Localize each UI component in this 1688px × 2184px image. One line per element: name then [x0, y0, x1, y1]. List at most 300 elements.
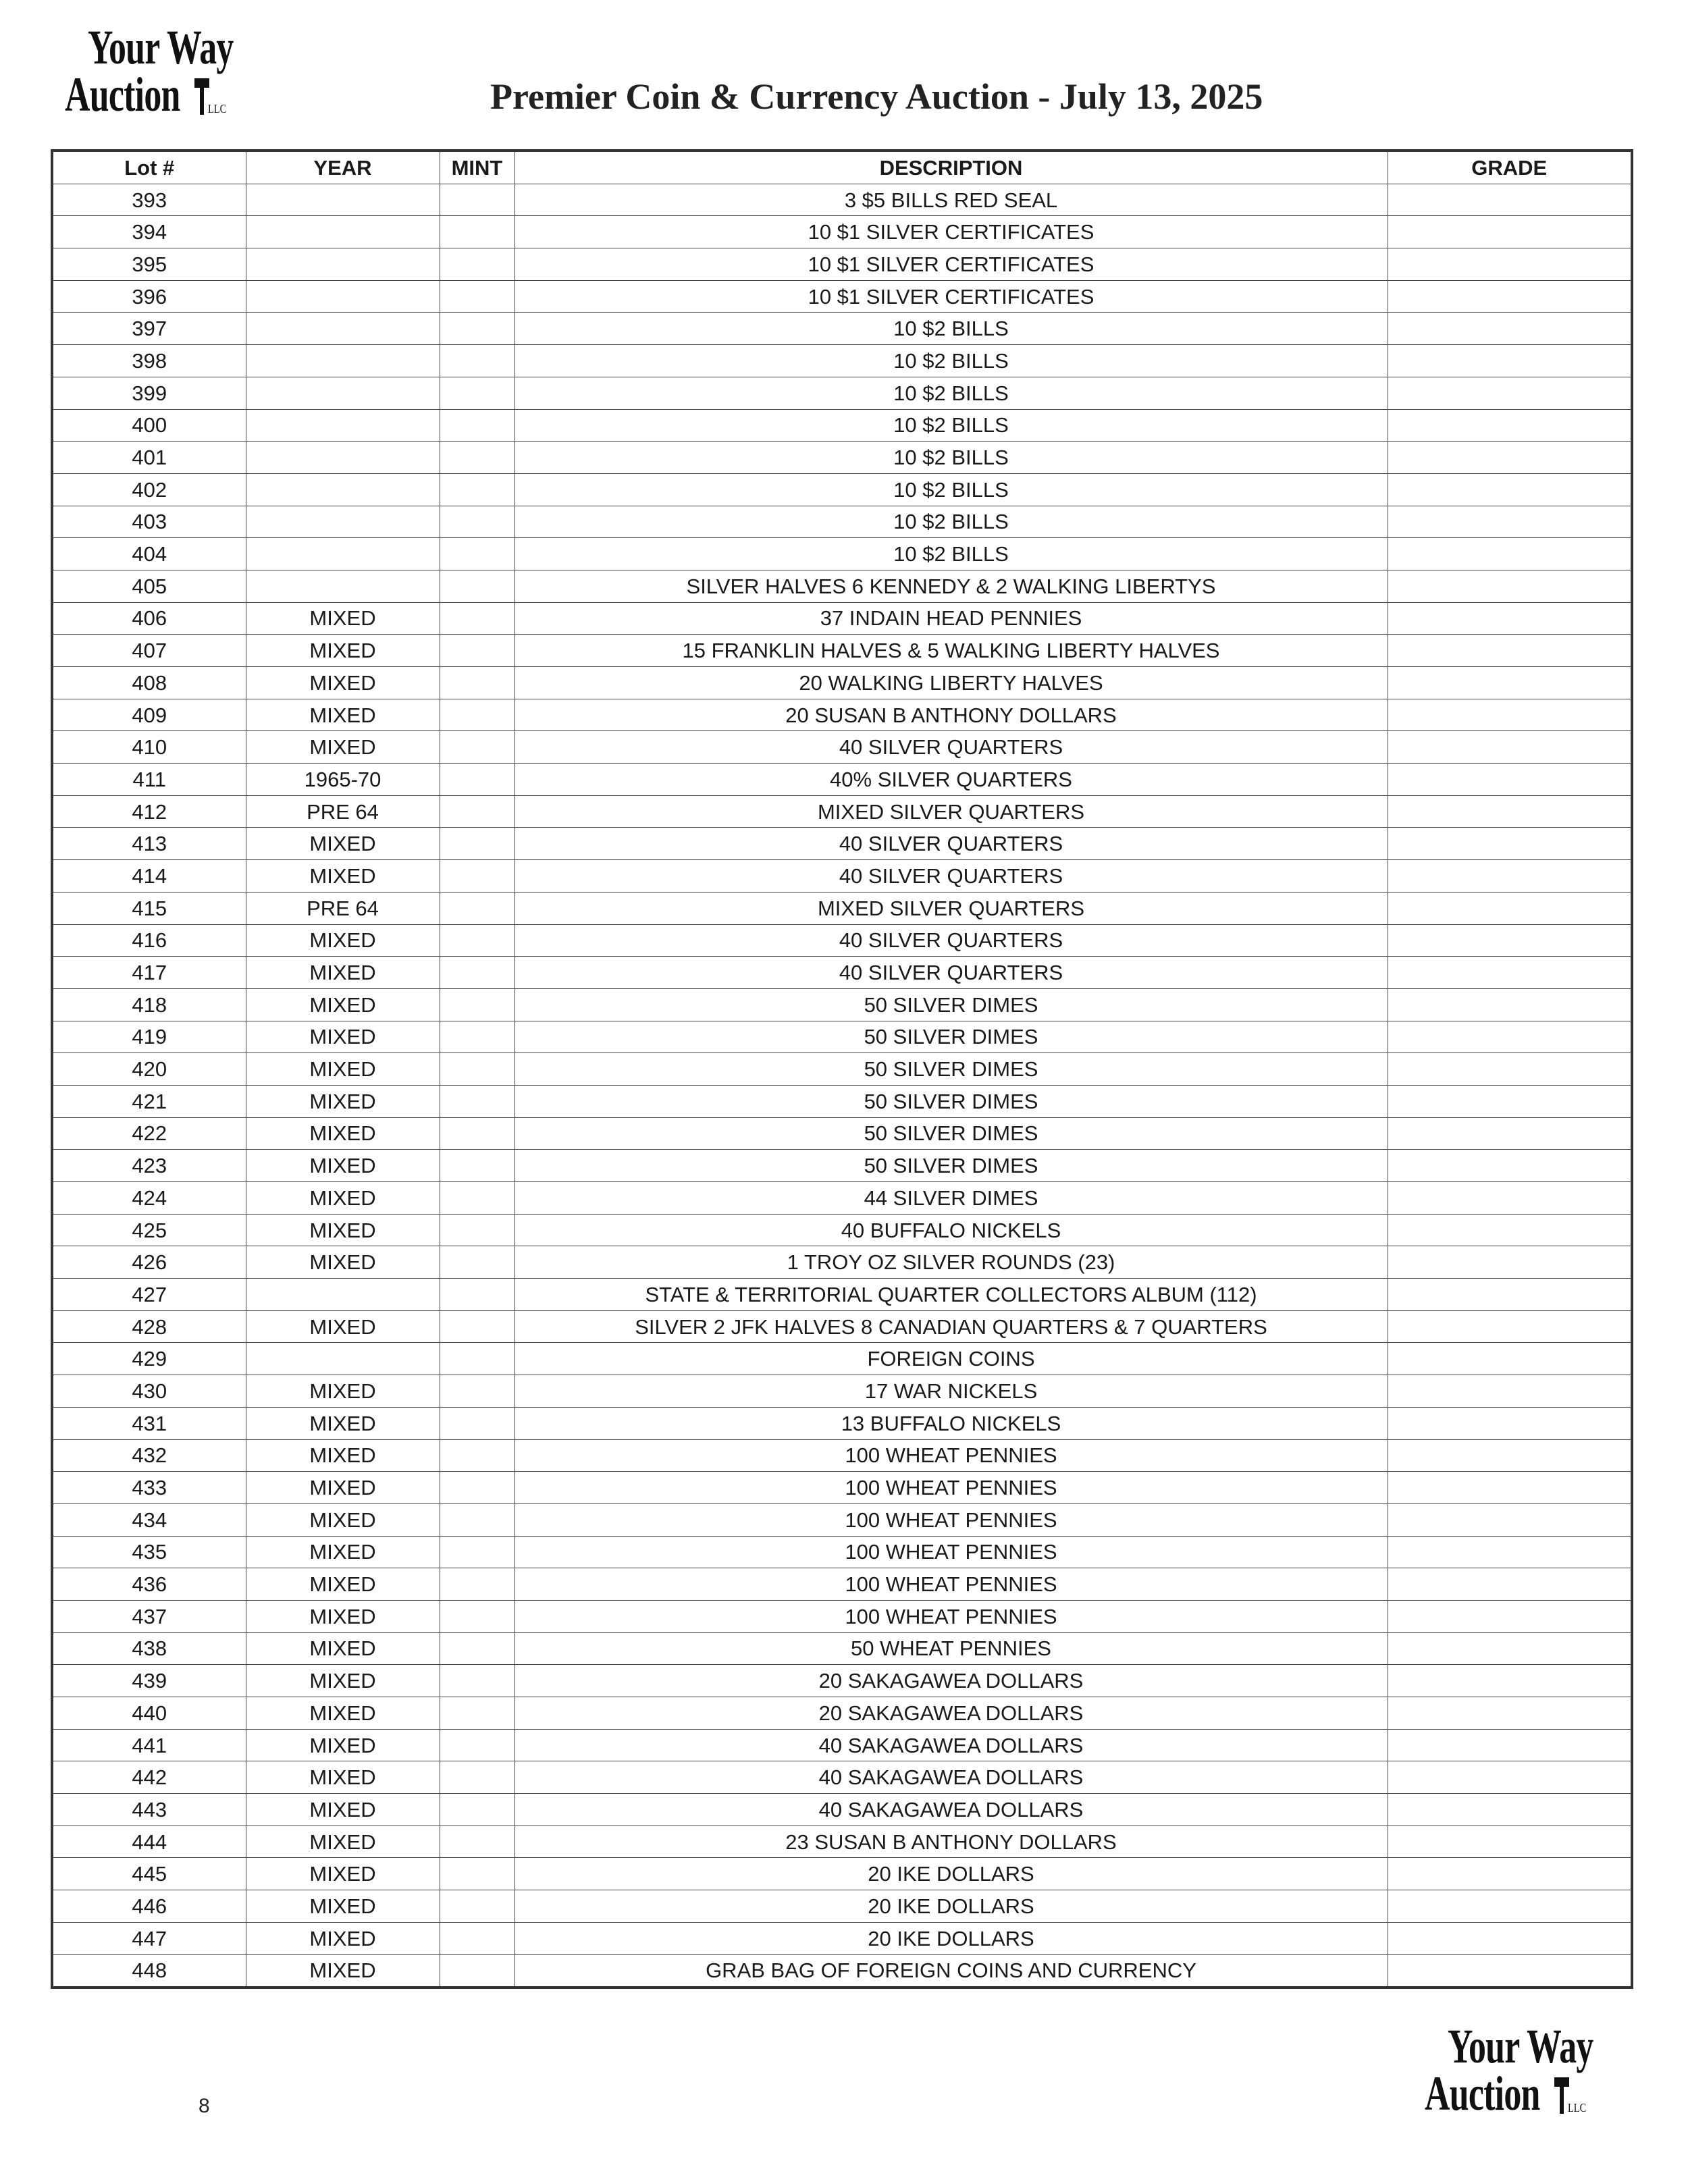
column-header-mint: MINT [440, 151, 515, 184]
cell-lot: 398 [52, 345, 246, 377]
cell-year: MIXED [246, 1472, 440, 1504]
cell-lot: 447 [52, 1922, 246, 1954]
cell-description: 40 SAKAGAWEA DOLLARS [515, 1794, 1388, 1826]
table-row [52, 1729, 1632, 1761]
cell-year: MIXED [246, 1665, 440, 1697]
cell-description: 50 SILVER DIMES [515, 1085, 1388, 1117]
cell-lot: 401 [52, 442, 246, 474]
cell-grade [1388, 1407, 1632, 1439]
table-row [52, 216, 1632, 248]
cell-grade [1388, 345, 1632, 377]
cell-lot: 406 [52, 602, 246, 635]
cell-lot: 429 [52, 1343, 246, 1375]
table-row [52, 1214, 1632, 1246]
cell-mint [440, 1310, 515, 1343]
cell-lot: 411 [52, 764, 246, 796]
cell-description: 10 $2 BILLS [515, 409, 1388, 442]
cell-mint [440, 828, 515, 860]
cell-grade [1388, 280, 1632, 313]
table-row [52, 924, 1632, 957]
cell-mint [440, 1150, 515, 1182]
cell-mint [440, 1472, 515, 1504]
cell-mint [440, 1279, 515, 1311]
cell-grade [1388, 1665, 1632, 1697]
cell-year: MIXED [246, 1600, 440, 1632]
cell-lot: 405 [52, 570, 246, 602]
cell-lot: 432 [52, 1439, 246, 1472]
cell-lot: 435 [52, 1536, 246, 1568]
cell-lot: 409 [52, 699, 246, 731]
table-row [52, 1954, 1632, 1988]
cell-mint [440, 1697, 515, 1730]
cell-lot: 426 [52, 1246, 246, 1279]
cell-description: 10 $2 BILLS [515, 538, 1388, 570]
cell-lot: 416 [52, 924, 246, 957]
cell-year [246, 570, 440, 602]
cell-description: 10 $1 SILVER CERTIFICATES [515, 248, 1388, 281]
cell-lot: 404 [52, 538, 246, 570]
cell-description: 10 $2 BILLS [515, 377, 1388, 409]
cell-grade [1388, 409, 1632, 442]
cell-mint [440, 764, 515, 796]
cell-lot: 430 [52, 1375, 246, 1408]
cell-lot: 431 [52, 1407, 246, 1439]
cell-lot: 446 [52, 1890, 246, 1923]
cell-lot: 420 [52, 1053, 246, 1086]
cell-description: 40 SILVER QUARTERS [515, 828, 1388, 860]
cell-year: PRE 64 [246, 795, 440, 828]
cell-lot: 442 [52, 1761, 246, 1794]
cell-mint [440, 1053, 515, 1086]
cell-year: MIXED [246, 1375, 440, 1408]
table-row [52, 473, 1632, 506]
cell-lot: 445 [52, 1858, 246, 1890]
cell-year: MIXED [246, 860, 440, 893]
cell-grade [1388, 1632, 1632, 1665]
table-row [52, 1922, 1632, 1954]
cell-mint [440, 184, 515, 216]
cell-mint [440, 1343, 515, 1375]
table-body [52, 184, 1632, 1988]
cell-grade [1388, 764, 1632, 796]
table-row [52, 1568, 1632, 1601]
cell-year: MIXED [246, 731, 440, 764]
cell-mint [440, 248, 515, 281]
cell-grade [1388, 506, 1632, 538]
cell-description: 20 IKE DOLLARS [515, 1922, 1388, 1954]
cell-description: 20 IKE DOLLARS [515, 1858, 1388, 1890]
cell-description: 37 INDAIN HEAD PENNIES [515, 602, 1388, 635]
cell-grade [1388, 828, 1632, 860]
cell-lot: 399 [52, 377, 246, 409]
cell-lot: 434 [52, 1503, 246, 1536]
cell-mint [440, 1503, 515, 1536]
cell-lot: 423 [52, 1150, 246, 1182]
table-row [52, 828, 1632, 860]
table-row [52, 1117, 1632, 1150]
cell-grade [1388, 248, 1632, 281]
cell-grade [1388, 860, 1632, 893]
cell-year: MIXED [246, 1407, 440, 1439]
column-header-grade: GRADE [1388, 151, 1632, 184]
table-row [52, 1085, 1632, 1117]
cell-description: 40% SILVER QUARTERS [515, 764, 1388, 796]
cell-mint [440, 313, 515, 345]
cell-lot: 422 [52, 1117, 246, 1150]
cell-lot: 408 [52, 667, 246, 699]
cell-description: 40 SAKAGAWEA DOLLARS [515, 1761, 1388, 1794]
cell-description: SILVER 2 JFK HALVES 8 CANADIAN QUARTERS & 7 QUARTERS [515, 1310, 1388, 1343]
cell-lot: 436 [52, 1568, 246, 1601]
cell-description: 20 SAKAGAWEA DOLLARS [515, 1665, 1388, 1697]
cell-grade [1388, 1343, 1632, 1375]
cell-mint [440, 602, 515, 635]
cell-grade [1388, 892, 1632, 924]
logo-line-1: Your Way [88, 20, 234, 74]
cell-year: MIXED [246, 1439, 440, 1472]
cell-description: MIXED SILVER QUARTERS [515, 892, 1388, 924]
cell-year: MIXED [246, 1214, 440, 1246]
cell-mint [440, 538, 515, 570]
page-title: Premier Coin & Currency Auction - July 13, 2025 [490, 76, 1263, 117]
cell-year: MIXED [246, 1310, 440, 1343]
cell-grade [1388, 538, 1632, 570]
cell-lot: 444 [52, 1826, 246, 1858]
cell-lot: 427 [52, 1279, 246, 1311]
cell-mint [440, 1890, 515, 1923]
table-row [52, 667, 1632, 699]
cell-year: 1965-70 [246, 764, 440, 796]
cell-lot: 417 [52, 957, 246, 989]
cell-description: 10 $2 BILLS [515, 442, 1388, 474]
cell-grade [1388, 313, 1632, 345]
table-row [52, 538, 1632, 570]
cell-year [246, 538, 440, 570]
logo-llc: LLC [1568, 2101, 1587, 2114]
logo-line-2: Auction [65, 68, 180, 122]
cell-year: MIXED [246, 1021, 440, 1053]
table-row [52, 1310, 1632, 1343]
cell-lot: 438 [52, 1632, 246, 1665]
table-row [52, 699, 1632, 731]
cell-year [246, 1279, 440, 1311]
cell-mint [440, 795, 515, 828]
cell-lot: 433 [52, 1472, 246, 1504]
cell-mint [440, 1729, 515, 1761]
cell-year [246, 1343, 440, 1375]
cell-year: MIXED [246, 1761, 440, 1794]
table-row [52, 988, 1632, 1021]
cell-mint [440, 345, 515, 377]
cell-year: MIXED [246, 1182, 440, 1215]
cell-grade [1388, 1922, 1632, 1954]
logo-line-1: Your Way [1448, 2019, 1593, 2073]
cell-lot: 412 [52, 795, 246, 828]
cell-lot: 425 [52, 1214, 246, 1246]
cell-grade [1388, 1600, 1632, 1632]
cell-description: 40 SILVER QUARTERS [515, 731, 1388, 764]
cell-description: FOREIGN COINS [515, 1343, 1388, 1375]
cell-year: MIXED [246, 1954, 440, 1988]
cell-mint [440, 216, 515, 248]
table-row [52, 1697, 1632, 1730]
cell-description: 23 SUSAN B ANTHONY DOLLARS [515, 1826, 1388, 1858]
table-row [52, 1761, 1632, 1794]
cell-lot: 421 [52, 1085, 246, 1117]
cell-year [246, 345, 440, 377]
table-row [52, 1182, 1632, 1215]
auction-lot-table [51, 149, 1633, 1989]
table-row [52, 1890, 1632, 1923]
cell-grade [1388, 1279, 1632, 1311]
table-row [52, 1053, 1632, 1086]
cell-grade [1388, 570, 1632, 602]
cell-year: MIXED [246, 602, 440, 635]
table-row [52, 1375, 1632, 1408]
cell-lot: 428 [52, 1310, 246, 1343]
cell-grade [1388, 442, 1632, 474]
cell-mint [440, 1182, 515, 1215]
cell-grade [1388, 1439, 1632, 1472]
logo-line-2: Auction [1425, 2067, 1540, 2121]
cell-year: MIXED [246, 1085, 440, 1117]
cell-mint [440, 957, 515, 989]
cell-grade [1388, 1214, 1632, 1246]
cell-description: SILVER HALVES 6 KENNEDY & 2 WALKING LIBERTYS [515, 570, 1388, 602]
cell-grade [1388, 1761, 1632, 1794]
cell-year [246, 313, 440, 345]
cell-grade [1388, 1697, 1632, 1730]
cell-grade [1388, 699, 1632, 731]
cell-lot: 443 [52, 1794, 246, 1826]
cell-description: 40 SILVER QUARTERS [515, 860, 1388, 893]
cell-description: GRAB BAG OF FOREIGN COINS AND CURRENCY [515, 1954, 1388, 1988]
cell-lot: 395 [52, 248, 246, 281]
cell-mint [440, 988, 515, 1021]
cell-grade [1388, 1503, 1632, 1536]
cell-grade [1388, 184, 1632, 216]
cell-grade [1388, 1246, 1632, 1279]
cell-mint [440, 1439, 515, 1472]
cell-year [246, 216, 440, 248]
cell-lot: 415 [52, 892, 246, 924]
cell-mint [440, 1246, 515, 1279]
table-row [52, 1858, 1632, 1890]
table-row [52, 1246, 1632, 1279]
cell-grade [1388, 1794, 1632, 1826]
cell-lot: 414 [52, 860, 246, 893]
cell-mint [440, 892, 515, 924]
cell-mint [440, 1858, 515, 1890]
table-row [52, 1632, 1632, 1665]
cell-description: 50 WHEAT PENNIES [515, 1632, 1388, 1665]
cell-mint [440, 1375, 515, 1408]
cell-mint [440, 731, 515, 764]
cell-year: MIXED [246, 988, 440, 1021]
cell-year: MIXED [246, 957, 440, 989]
cell-grade [1388, 635, 1632, 667]
table-row [52, 1665, 1632, 1697]
cell-mint [440, 1794, 515, 1826]
cell-grade [1388, 1890, 1632, 1923]
cell-year: MIXED [246, 1729, 440, 1761]
cell-year: PRE 64 [246, 892, 440, 924]
cell-year: MIXED [246, 1568, 440, 1601]
cell-lot: 400 [52, 409, 246, 442]
cell-grade [1388, 731, 1632, 764]
cell-description: 40 SAKAGAWEA DOLLARS [515, 1729, 1388, 1761]
cell-description: 50 SILVER DIMES [515, 1117, 1388, 1150]
table-row [52, 860, 1632, 893]
cell-year: MIXED [246, 1150, 440, 1182]
cell-description: 40 BUFFALO NICKELS [515, 1214, 1388, 1246]
cell-grade [1388, 473, 1632, 506]
table-row [52, 1021, 1632, 1053]
cell-mint [440, 860, 515, 893]
cell-year: MIXED [246, 1922, 440, 1954]
cell-year [246, 248, 440, 281]
table-row [52, 1600, 1632, 1632]
cell-description: 20 SAKAGAWEA DOLLARS [515, 1697, 1388, 1730]
company-logo-bottom [1425, 2019, 1593, 2123]
cell-lot: 396 [52, 280, 246, 313]
cell-mint [440, 1826, 515, 1858]
cell-mint [440, 280, 515, 313]
cell-year: MIXED [246, 1536, 440, 1568]
cell-description: 10 $2 BILLS [515, 506, 1388, 538]
cell-mint [440, 1600, 515, 1632]
cell-description: 17 WAR NICKELS [515, 1375, 1388, 1408]
table-row [52, 764, 1632, 796]
table-row [52, 345, 1632, 377]
cell-grade [1388, 1954, 1632, 1988]
cell-description: STATE & TERRITORIAL QUARTER COLLECTORS ALBUM (112) [515, 1279, 1388, 1311]
cell-lot: 424 [52, 1182, 246, 1215]
table-row [52, 1343, 1632, 1375]
table-row [52, 1279, 1632, 1311]
cell-mint [440, 473, 515, 506]
cell-description: 1 TROY OZ SILVER ROUNDS (23) [515, 1246, 1388, 1279]
cell-year: MIXED [246, 667, 440, 699]
table-row [52, 892, 1632, 924]
cell-grade [1388, 1729, 1632, 1761]
cell-lot: 393 [52, 184, 246, 216]
cell-description: 100 WHEAT PENNIES [515, 1472, 1388, 1504]
table-header-row [52, 151, 1632, 184]
table-row [52, 506, 1632, 538]
cell-year: MIXED [246, 699, 440, 731]
cell-description: 40 SILVER QUARTERS [515, 924, 1388, 957]
cell-grade [1388, 1858, 1632, 1890]
table-row [52, 409, 1632, 442]
table-row [52, 570, 1632, 602]
cell-description: 100 WHEAT PENNIES [515, 1600, 1388, 1632]
cell-lot: 419 [52, 1021, 246, 1053]
column-header-lot: Lot # [52, 151, 246, 184]
cell-mint [440, 1954, 515, 1988]
cell-lot: 413 [52, 828, 246, 860]
cell-description: 50 SILVER DIMES [515, 1150, 1388, 1182]
column-header-year: YEAR [246, 151, 440, 184]
cell-grade [1388, 957, 1632, 989]
cell-description: 50 SILVER DIMES [515, 1053, 1388, 1086]
cell-mint [440, 570, 515, 602]
cell-mint [440, 1021, 515, 1053]
cell-mint [440, 1922, 515, 1954]
cell-description: 40 SILVER QUARTERS [515, 957, 1388, 989]
cell-year [246, 377, 440, 409]
table-row [52, 313, 1632, 345]
cell-year [246, 280, 440, 313]
cell-grade [1388, 377, 1632, 409]
cell-mint [440, 1117, 515, 1150]
cell-grade [1388, 1536, 1632, 1568]
table-row [52, 1150, 1632, 1182]
cell-year: MIXED [246, 1246, 440, 1279]
cell-description: 10 $2 BILLS [515, 473, 1388, 506]
cell-lot: 397 [52, 313, 246, 345]
cell-mint [440, 1632, 515, 1665]
table-row [52, 184, 1632, 216]
cell-description: 100 WHEAT PENNIES [515, 1568, 1388, 1601]
cell-mint [440, 1568, 515, 1601]
cell-lot: 402 [52, 473, 246, 506]
cell-year: MIXED [246, 1697, 440, 1730]
table-row [52, 635, 1632, 667]
table-row [52, 1826, 1632, 1858]
table-row [52, 1407, 1632, 1439]
cell-lot: 418 [52, 988, 246, 1021]
cell-grade [1388, 1472, 1632, 1504]
cell-mint [440, 409, 515, 442]
page-number: 8 [199, 2095, 210, 2117]
cell-mint [440, 924, 515, 957]
cell-lot: 403 [52, 506, 246, 538]
cell-description: 20 SUSAN B ANTHONY DOLLARS [515, 699, 1388, 731]
cell-description: 20 WALKING LIBERTY HALVES [515, 667, 1388, 699]
cell-grade [1388, 1826, 1632, 1858]
cell-year: MIXED [246, 1858, 440, 1890]
cell-mint [440, 1536, 515, 1568]
cell-mint [440, 1214, 515, 1246]
cell-description: 10 $1 SILVER CERTIFICATES [515, 216, 1388, 248]
cell-description: 13 BUFFALO NICKELS [515, 1407, 1388, 1439]
table-row [52, 280, 1632, 313]
cell-year: MIXED [246, 1794, 440, 1826]
cell-year: MIXED [246, 635, 440, 667]
cell-grade [1388, 1085, 1632, 1117]
table-row [52, 1536, 1632, 1568]
cell-lot: 439 [52, 1665, 246, 1697]
cell-grade [1388, 1150, 1632, 1182]
cell-year: MIXED [246, 1826, 440, 1858]
cell-description: 100 WHEAT PENNIES [515, 1536, 1388, 1568]
cell-year [246, 506, 440, 538]
table-row [52, 795, 1632, 828]
cell-year [246, 442, 440, 474]
cell-description: 50 SILVER DIMES [515, 1021, 1388, 1053]
cell-grade [1388, 667, 1632, 699]
cell-description: 10 $2 BILLS [515, 313, 1388, 345]
cell-description: MIXED SILVER QUARTERS [515, 795, 1388, 828]
cell-year [246, 409, 440, 442]
table-row [52, 442, 1632, 474]
cell-grade [1388, 1021, 1632, 1053]
cell-grade [1388, 1117, 1632, 1150]
cell-mint [440, 1761, 515, 1794]
table-row [52, 377, 1632, 409]
cell-year: MIXED [246, 1503, 440, 1536]
